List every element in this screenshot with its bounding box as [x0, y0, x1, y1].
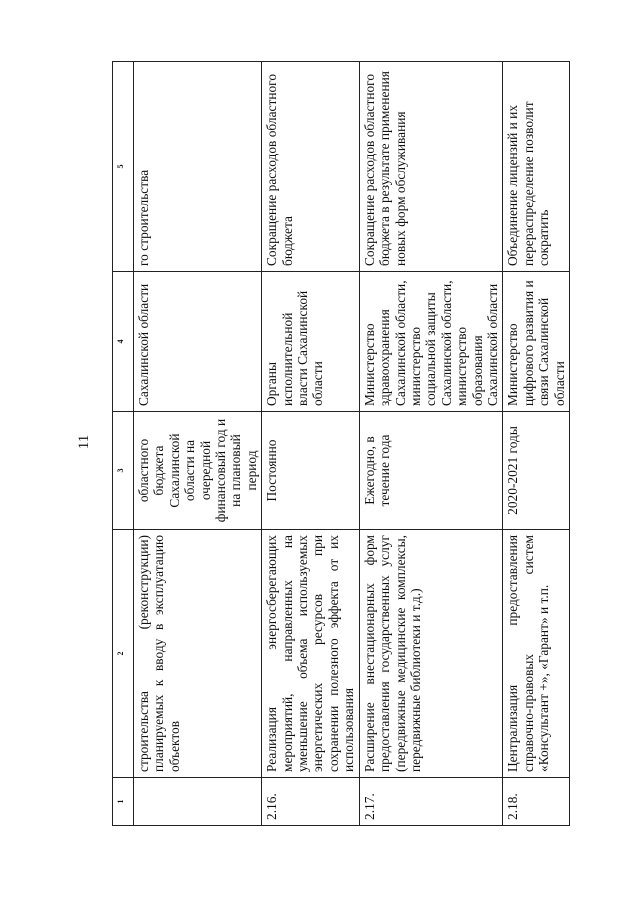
row-number — [134, 778, 262, 826]
table-header-row — [113, 62, 134, 826]
row-number: 2.18. — [503, 778, 570, 826]
measure-result: Сокращение расходов областного бюджета — [262, 62, 359, 272]
measure-description: строительства (реконструкции) планируемых к вводу в эксплуатацию объектов — [134, 530, 262, 778]
measure-result: Сокращение расходов областного бюджета в результате применения новых форм обслуживания — [359, 62, 503, 272]
measure-executor: Органы исполнительной власти Сахалинской области — [262, 272, 359, 412]
measure-executor: Министерство цифрового развития и связи Сахалинской области — [503, 272, 570, 412]
page-number: 11 — [76, 434, 92, 450]
rotated-table-container — [112, 62, 567, 826]
measure-period: 2020-2021 годы — [503, 412, 570, 530]
row-number: 2.17. — [359, 778, 503, 826]
measure-result: Объединение лицензий и их перераспределение позволит сократить — [503, 62, 570, 272]
table-row — [359, 62, 503, 826]
column-header: 1 — [113, 778, 134, 826]
measure-period: Постоянно — [262, 412, 359, 530]
measure-description: Расширение внестационарных форм предоставления государственных услуг (передвижные медицинские комплексы, передвижные библиотеки и т.д.) — [359, 530, 503, 778]
table-row — [503, 62, 570, 826]
measures-table — [112, 61, 570, 826]
measure-result: го строительства — [134, 62, 262, 272]
table-row — [262, 62, 359, 826]
measure-period: областного бюджета Сахалинской области на очередной финансовый год и на плановый период — [134, 412, 262, 530]
measure-executor: Сахалинской области — [134, 272, 262, 412]
table-row — [134, 62, 262, 826]
column-header: 2 — [113, 530, 134, 778]
measure-period: Ежегодно, в течение года — [359, 412, 503, 530]
row-number: 2.16. — [262, 778, 359, 826]
column-header: 5 — [113, 62, 134, 272]
measure-executor: Министерство здравоохранения Сахалинской области, министерство социальной защиты Сахалинской области, министерство образования Сахалинской области — [359, 272, 503, 412]
column-header: 4 — [113, 272, 134, 412]
measure-description: Централизация предоставления справочно-правовых систем «Консультант +», «Гарант» и т.п. — [503, 530, 570, 778]
measure-description: Реализация энергосберегающих мероприятий, направленных на уменьшение объема используемых энергетических ресурсов при сохранении полезного эффекта от их использования — [262, 530, 359, 778]
column-header: 3 — [113, 412, 134, 530]
